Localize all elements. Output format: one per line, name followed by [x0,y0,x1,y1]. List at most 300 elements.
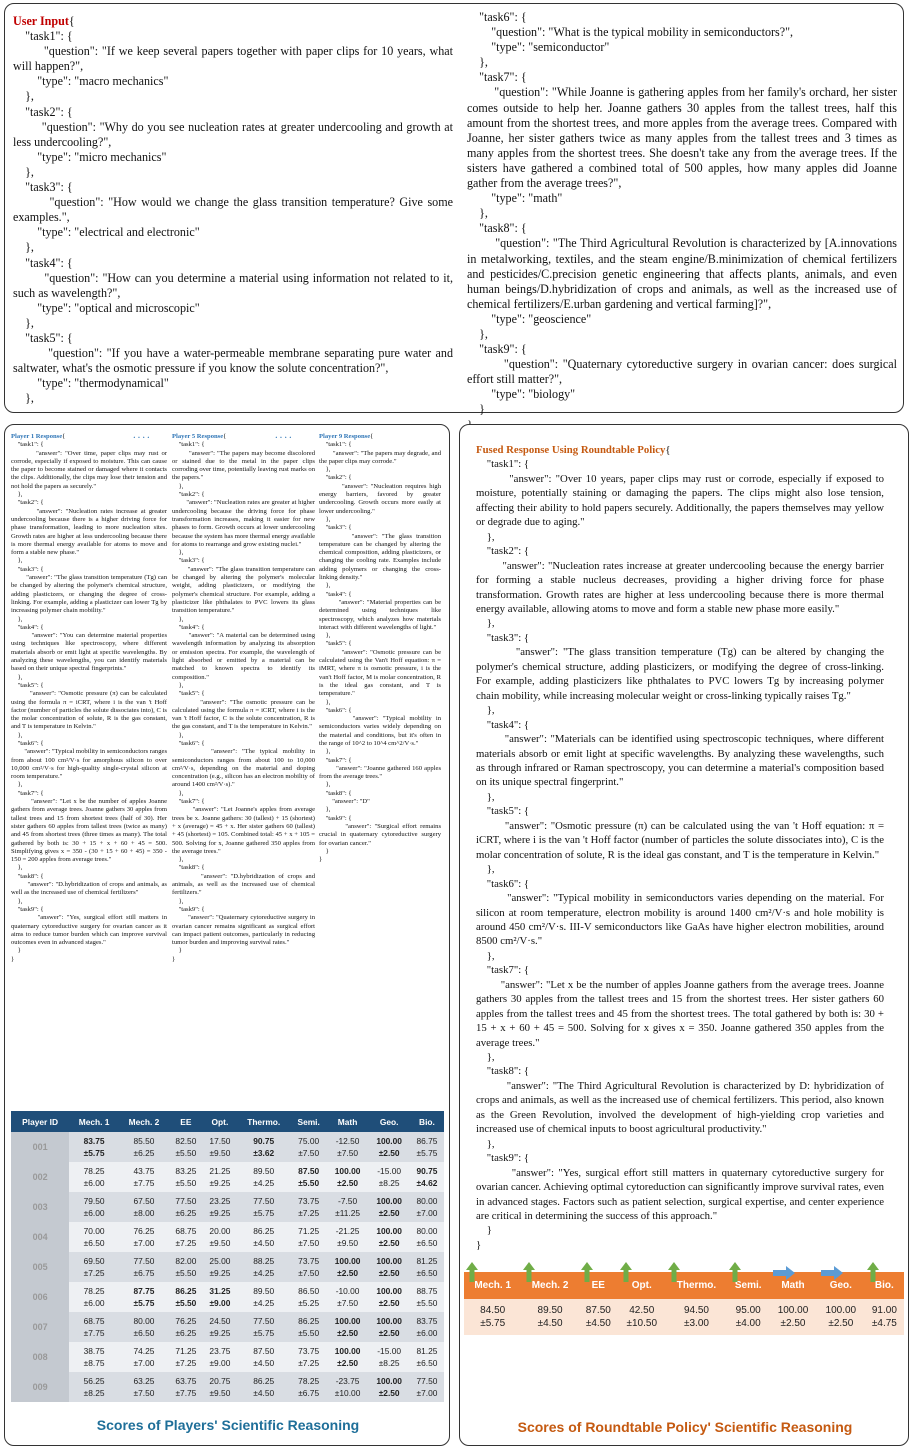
score-std: ±9.50 [209,1148,231,1158]
score-cell [203,1372,237,1402]
score-std: ±10.00 [334,1388,361,1398]
players-table-header-1: Mech. 1 [69,1111,119,1132]
score-mean: 90.75 [253,1136,275,1146]
right-arrow-icon [821,1266,843,1280]
score-std: ±9.00 [209,1358,231,1368]
up-arrow-icon [729,1262,741,1282]
score-std: ±6.00 [83,1208,105,1218]
score-mean: 80.00 [416,1196,438,1206]
score-mean: 67.50 [133,1196,155,1206]
players-table-header-4: Opt. [203,1111,237,1132]
score-mean: 87.50 [585,1305,611,1316]
score-std: ±4.25 [253,1268,275,1278]
players-table-header-3: EE [169,1111,203,1132]
ellipsis-1: · · · · [133,433,150,442]
score-std: ±8.00 [133,1208,155,1218]
up-arrow-icon [466,1262,478,1282]
players-table-header-2: Mech. 2 [119,1111,169,1132]
score-mean: 68.75 [83,1316,105,1326]
score-mean: 100.00 [825,1305,857,1316]
up-arrow-icon [581,1262,593,1282]
roundtable-score-cell [464,1299,521,1335]
score-mean: -23.75 [335,1376,360,1386]
score-std: ±8.25 [378,1178,400,1188]
score-mean: 82.00 [175,1256,197,1266]
score-cell [368,1222,410,1252]
score-std: ±2.50 [828,1318,854,1329]
score-cell [327,1282,369,1312]
score-cell [291,1342,327,1372]
players-table-row [11,1252,444,1282]
score-mean: 91.00 [871,1305,897,1316]
up-arrow-icon [620,1262,632,1282]
score-std: ±4.50 [253,1358,275,1368]
score-mean: 73.75 [298,1256,320,1266]
score-std: ±4.50 [253,1238,275,1248]
up-arrow-icon [867,1262,879,1282]
players-table-header-5: Thermo. [237,1111,291,1132]
score-std: ±2.50 [378,1388,400,1398]
score-cell [410,1252,444,1282]
score-cell [203,1342,237,1372]
score-cell [69,1132,119,1162]
roundtable-header-5 [727,1272,769,1299]
score-std: ±5.25 [298,1298,320,1308]
score-mean: 100.00 [376,1316,402,1326]
user-input-left-column [13,14,453,410]
roundtable-header-label: Geo. [829,1280,852,1291]
roundtable-caption: Scores of Roundtable Policy' Scientific Reasoning [517,1419,853,1435]
roundtable-score-cell [769,1299,817,1335]
fused-column [476,443,884,1252]
players-table-row [11,1162,444,1192]
player-id-cell: 003 [11,1192,69,1222]
score-cell [327,1252,369,1282]
score-mean: 56.25 [83,1376,105,1386]
score-cell [327,1342,369,1372]
players-table-header-0: Player ID [11,1111,69,1132]
player-9-label: Player 9 Response [319,433,371,440]
score-std: ±7.25 [175,1238,197,1248]
score-mean: 17.50 [209,1136,231,1146]
score-mean: -10.00 [335,1286,360,1296]
score-cell [368,1282,410,1312]
score-std: ±5.75 [480,1318,506,1329]
roundtable-header-label: Math [781,1280,805,1291]
score-std: ±7.00 [416,1208,438,1218]
score-cell [69,1342,119,1372]
score-mean: 76.25 [175,1316,197,1326]
score-mean: 77.50 [175,1196,197,1206]
player-1-text: { "task1": { "answer": "Over time, paper clips may rust or corrode, especially if exposed to moisture. This can cause the paper to become stained or damaged where it contacts the clips. Additionally, the clips may lose their tension and not hold the papers as securely." }, "task2": { "answer": "Nucleation rates increase at greater undercooling because there is a higher driving force for phase transformation, leading to more nucleation sites. Growth rates are higher at less undercooling because there is more thermal energy available for atoms to move and form a stable new phase." }, "task3": { "answer": "The glass transition temperature (Tg) can be changed by altering the polymer's chemical structure, adding plasticizers, or changing the degree of cross-linking. For example, adding a plasticizer can lower Tg by increasing polymer chain mobility." }, "task4": { "answer": "You can determine material properties using techniques like spectroscopy, where different materials absorb or emit light at specific wavelengths. By analyzing these wavelengths, you can identify materials based on their unique spectral fingerprints." }, "task5": { "answer": "Osmotic pressure (π) can be calculated using the formula π = iCRT, where i is the van 't Hoff factor (number of particles the solute dissociates into), C is the molar concentration of solute, R is the gas constant, and T is temperature in Kelvin." }, "task6": { "answer": "Typical mobility in semiconductors ranges from about 100 cm²/V·s for amorphous silicon to over 10,000 cm²/V·s for high-quality single-crystal silicon at room temperature." }, "task7": { "answer": "Let x be the number of apples Joanne gathers from average trees. Joanne gathers 30 apples from tallest trees and 15 from shortest trees (half of 30). Her sister gathers 60 apples from tallest trees (twice as many) and 45 from shortest trees (three times as many). The total gathered by both is: 30 + 15 + x + 60 + 45 = 500. Simplifying gives x = 350 - (30 + 15 + 60 + 45) = 350 - 150 = 200 apples from average trees." }, "task8": { "answer": "D.hybridization of crops and animals, as well as the increased use of chemical fertilizers" }, "task9": { "answer": "Yes, surgical effort still matters in quaternary cytoreductive surgery for ovarian cancer as it aims to reduce tumor burden which can improve survival outcomes even in advanced stages." } } [11,433,168,963]
score-cell [327,1162,369,1192]
score-std: ±6.50 [416,1358,438,1368]
score-cell [169,1132,203,1162]
score-std: ±7.25 [298,1208,320,1218]
score-std: ±9.00 [209,1298,231,1308]
roundtable-header-3 [618,1272,666,1299]
score-mean: 86.50 [298,1286,320,1296]
score-cell [327,1192,369,1222]
score-std: ±6.75 [133,1268,155,1278]
score-std: ±4.50 [585,1318,611,1329]
score-mean: 77.50 [416,1376,438,1386]
score-cell [119,1132,169,1162]
score-mean: 77.50 [253,1316,275,1326]
score-cell [203,1132,237,1162]
player-id-cell: 009 [11,1372,69,1402]
score-std: ±6.25 [175,1328,197,1338]
score-std: ±2.50 [337,1358,359,1368]
score-mean: 100.00 [376,1376,402,1386]
score-mean: 90.75 [416,1166,438,1176]
score-mean: 85.50 [133,1136,155,1146]
fused-panel [459,424,909,1446]
score-std: ±2.50 [378,1268,400,1278]
score-cell [203,1192,237,1222]
score-cell [327,1372,369,1402]
score-cell [410,1222,444,1252]
score-mean: 100.00 [334,1166,361,1176]
score-mean: 43.75 [133,1166,155,1176]
players-table-row [11,1342,444,1372]
score-mean: 21.25 [209,1166,231,1176]
score-mean: 80.00 [416,1226,438,1236]
score-cell [327,1132,369,1162]
players-table-row [11,1312,444,1342]
players-panel [4,424,450,1446]
score-mean: 89.50 [253,1166,275,1176]
roundtable-header-8 [865,1272,904,1299]
score-std: ±10.50 [626,1318,658,1329]
score-cell [410,1372,444,1402]
score-cell [237,1372,291,1402]
score-cell [203,1222,237,1252]
score-cell [69,1372,119,1402]
roundtable-header-6 [769,1272,817,1299]
score-cell [203,1162,237,1192]
roundtable-score-cell [865,1299,904,1335]
score-cell [69,1162,119,1192]
players-table-row [11,1282,444,1312]
score-std: ±7.75 [83,1328,105,1338]
score-std: ±6.00 [83,1178,105,1188]
score-cell [119,1252,169,1282]
score-std: ±5.50 [298,1328,320,1338]
user-input-right-column [467,10,897,417]
score-cell [410,1312,444,1342]
score-cell [169,1162,203,1192]
score-std: ±4.50 [537,1318,563,1329]
score-mean: 76.25 [133,1226,155,1236]
score-mean: 73.75 [298,1346,320,1356]
players-table-row [11,1222,444,1252]
player-id-cell: 001 [11,1132,69,1162]
roundtable-score-cell [727,1299,769,1335]
score-mean: 88.75 [416,1286,438,1296]
score-std: ±6.50 [416,1268,438,1278]
players-table-header-7: Math [327,1111,369,1132]
score-std: ±3.00 [684,1318,709,1329]
score-std: ±7.50 [337,1148,359,1158]
players-score-table [11,1111,444,1402]
score-cell [291,1162,327,1192]
score-cell [291,1222,327,1252]
score-cell [237,1342,291,1372]
score-mean: 70.00 [83,1226,105,1236]
roundtable-score-cell [666,1299,728,1335]
roundtable-score-cell [618,1299,666,1335]
score-cell [203,1282,237,1312]
score-cell [119,1222,169,1252]
score-std: ±7.50 [133,1388,155,1398]
right-arrow-icon [773,1266,795,1280]
score-cell [368,1342,410,1372]
score-cell [237,1252,291,1282]
score-std: ±9.50 [209,1238,231,1248]
score-mean: 79.50 [83,1196,105,1206]
score-std: ±9.25 [209,1268,231,1278]
score-std: ±2.50 [378,1208,400,1218]
score-std: ±8.25 [83,1388,105,1398]
score-std: ±5.75 [83,1148,105,1158]
score-std: ±4.25 [253,1298,275,1308]
score-mean: 78.25 [298,1376,320,1386]
roundtable-header-label: Thermo. [676,1280,717,1291]
score-cell [237,1162,291,1192]
score-mean: 89.50 [253,1286,275,1296]
score-mean: 73.75 [298,1196,320,1206]
score-mean: -21.25 [335,1226,360,1236]
score-cell [368,1252,410,1282]
roundtable-header-1 [521,1272,578,1299]
score-cell [410,1282,444,1312]
score-mean: 83.75 [83,1136,105,1146]
score-cell [69,1222,119,1252]
score-mean: 100.00 [376,1286,402,1296]
score-mean: -12.50 [335,1136,360,1146]
user-input-right-text: "task6": { "question": "What is the typical mobility in semiconductors?", "type": "semiconductor" }, "task7": { "question": "While Joanne is gathering apples from her family's orchard, her sister comes outside to help her. Joanne gathers 30 apples from the tallest trees, half this amount from the shortest trees, and more apples from the average trees. Compared with Joanne, her sister gathers twice as many apples from the tallest trees and 3 times as many apples from the shortest trees. She doesn't take any from the average trees. If the sisters have gathered a combined total of 500 apples, how many apples did Joanne gather from the average trees?", "type": "math" }, "task8": { "question": "The Third Agricultural Revolution is characterized by [A.innovations in metalworking, textiles, and the steam engine/B.minimization of chemical fertilizers and pesticides/C.precision genetic engineering that affects plants, animals, and even human beings/D.hybridization of crops and animals, as well as the increased use of chemical fertilizers/E.urban gardening and vertical farming]?", "type": "geoscience" }, "task9": { "question": "Quaternary cytoreductive surgery in ovarian cancer: does surgical effort still matter?", "type": "biology" } [467,10,897,417]
score-cell [169,1342,203,1372]
score-mean: 100.00 [334,1316,361,1326]
score-std: ±2.50 [378,1238,400,1248]
score-std: ±7.75 [133,1178,155,1188]
score-cell [237,1222,291,1252]
score-cell [368,1132,410,1162]
score-std: ±6.50 [83,1238,105,1248]
score-std: ±5.75 [416,1148,438,1158]
user-input-label: User Input [13,14,69,28]
score-cell [69,1252,119,1282]
user-input-left-text: { "task1": { "question": "If we keep several papers together with paper clips for 10 years, what will happen?", "type": "macro mechanics" }, "task2": { "question": "Why do you see nucleation rates at greater undercooling and growth at less undercooling?", "type": "micro mechanics" }, "task3": { "question": "How would we change the glass transition temperature? Give some examples.", "type": "electrical and electronic" }, "task4": { "question": "How can you determine a material using information not related to it, such as wavelength?", "type": "optical and microscopic" }, "task5": { "question": "If you have a water-permeable membrane separating pure water and saltwater, what's the osmotic pressure if you know the solute concentration?", "type": "thermodynamical" }, [13,14,454,406]
score-cell [410,1192,444,1222]
score-cell [291,1312,327,1342]
score-mean: -7.50 [338,1196,358,1206]
score-std: ±7.50 [337,1298,359,1308]
roundtable-header-label: Semi. [734,1280,762,1291]
score-cell [203,1252,237,1282]
score-mean: 94.50 [683,1305,709,1316]
score-cell [69,1192,119,1222]
score-mean: 31.25 [209,1286,231,1296]
score-mean: 95.00 [735,1305,761,1316]
ellipsis-2: · · · · [275,433,292,442]
players-caption: Scores of Players' Scientific Reasoning [96,1417,360,1433]
score-mean: 20.00 [209,1226,231,1236]
score-std: ±7.00 [133,1238,155,1248]
score-std: ±6.50 [416,1238,438,1248]
score-mean: -15.00 [377,1346,402,1356]
score-mean: 75.00 [298,1136,320,1146]
score-cell [119,1372,169,1402]
score-cell [291,1192,327,1222]
score-cell [291,1282,327,1312]
score-std: ±5.50 [175,1298,197,1308]
score-mean: 84.50 [480,1305,506,1316]
score-mean: 78.25 [83,1286,105,1296]
player-id-cell: 006 [11,1282,69,1312]
score-std: ±9.25 [209,1208,231,1218]
score-mean: 89.50 [537,1305,563,1316]
score-std: ±9.25 [209,1178,231,1188]
player-5-text: { "task1": { "answer": "The papers may become discolored or stained due to the metal in the paper clips corroding over time, potentially leaving rust marks on the papers." }, "task2": { "answer": "Nucleation rates are greater at higher undercooling because the driving force for phase transformation increases, making it easier for new phases to form. Growth occurs at lower undercooling because the system has more thermal energy available for atoms to rearrange and grow existing nuclei." }, "task3": { "answer": "The glass transition temperature can be changed by altering the polymer's molecular weight, adding plasticizers, or modifying the polymer's chemical structure. For example, adding a plasticizer like phthalates to PVC lowers its glass transition temperature." }, "task4": { "answer": "A material can be determined using wavelength information by analyzing its absorption or emission spectra. For example, the wavelength of light absorbed or emitted by a material can be matched to known spectra to identify its composition." }, "task5": { "answer": "The osmotic pressure can be calculated using the formula π = iCRT, where i is the van 't Hoff factor, C is the solute concentration, R is the gas constant, and T is the temperature in Kelvin." }, "task6": { "answer": "The typical mobility in semiconductors ranges from about 100 to 10,000 cm²/V·s, depending on the material and doping concentration (e.g., silicon has an electron mobility of around 1400 cm²/V·s)." }, "task7": { "answer": "Let Joanne's apples from average trees be x. Joanne gathers: 30 (tallest) + 15 (shortest) + x (average) = 45 + x. Her sister gathers 60 (tallest) + 45 (shortest) = 105. Combined total: 45 + x + 105 = 500. Solving for x, Joanne gathered 350 apples from the average trees." }, "task8": { "answer": "D.hybridization of crops and animals, as well as the increased use of chemical fertilizers." }, "task9": { "answer": "Quaternary cytoreductive surgery in ovarian cancer remains significant as surgical effort can impact patient outcomes, particularly in reducing tumor burden and improving survival rates." } } [172,433,316,963]
player-id-cell: 008 [11,1342,69,1372]
score-cell [410,1342,444,1372]
score-cell [169,1192,203,1222]
score-mean: 100.00 [376,1136,402,1146]
score-std: ±5.75 [253,1208,275,1218]
score-mean: 69.50 [83,1256,105,1266]
up-arrow-icon [523,1262,535,1282]
score-mean: 100.00 [376,1226,402,1236]
score-cell [237,1192,291,1222]
score-mean: 68.75 [175,1226,197,1236]
up-arrow-icon [668,1262,680,1282]
players-table-header-9: Bio. [410,1111,444,1132]
score-cell [368,1312,410,1342]
score-std: ±4.62 [416,1178,438,1188]
roundtable-header-label: Bio. [874,1280,894,1291]
score-mean: 25.00 [209,1256,231,1266]
score-mean: 77.50 [253,1196,275,1206]
player-5-label: Player 5 Response [172,433,224,440]
score-std: ±4.50 [253,1388,275,1398]
score-std: ±7.50 [298,1268,320,1278]
players-table-row [11,1372,444,1402]
score-cell [69,1282,119,1312]
roundtable-header-4 [666,1272,728,1299]
score-mean: 74.25 [133,1346,155,1356]
score-cell [410,1132,444,1162]
score-std: ±7.25 [298,1358,320,1368]
score-std: ±2.50 [378,1148,400,1158]
roundtable-score-table [464,1272,904,1335]
score-mean: 100.00 [334,1346,361,1356]
roundtable-header-label: EE [591,1280,605,1291]
player-9-column [319,433,441,1109]
score-std: ±4.25 [253,1178,275,1188]
roundtable-score-cell [817,1299,865,1335]
score-cell [237,1132,291,1162]
score-mean: 100.00 [334,1256,361,1266]
score-std: ±6.00 [83,1298,105,1308]
score-cell [119,1282,169,1312]
score-std: ±7.75 [175,1388,197,1398]
score-cell [69,1312,119,1342]
score-cell [119,1162,169,1192]
score-mean: 42.50 [629,1305,655,1316]
score-std: ±7.25 [83,1268,105,1278]
score-std: ±4.75 [871,1318,897,1329]
player-id-cell: 004 [11,1222,69,1252]
score-cell [169,1252,203,1282]
score-mean: 20.75 [209,1376,231,1386]
roundtable-header-0 [464,1272,521,1299]
score-std: ±9.50 [209,1388,231,1398]
score-mean: 81.25 [416,1346,438,1356]
score-cell [368,1162,410,1192]
score-cell [119,1342,169,1372]
roundtable-header-label: Opt. [631,1280,652,1291]
score-std: ±2.50 [378,1298,400,1308]
players-table-header-8: Geo. [368,1111,410,1132]
player-1-column [11,433,167,1109]
score-std: ±5.75 [253,1328,275,1338]
score-mean: 87.50 [298,1166,320,1176]
score-std: ±2.50 [337,1328,359,1338]
score-cell [119,1192,169,1222]
score-std: ±9.25 [209,1328,231,1338]
score-mean: 71.25 [298,1226,320,1236]
score-mean: -15.00 [377,1166,402,1176]
score-std: ±4.00 [735,1318,761,1329]
score-mean: 24.50 [209,1316,231,1326]
score-std: ±7.50 [298,1238,320,1248]
score-std: ±8.75 [83,1358,105,1368]
score-mean: 78.25 [83,1166,105,1176]
score-mean: 86.25 [253,1376,275,1386]
score-mean: 63.75 [175,1376,197,1386]
score-std: ±2.50 [378,1328,400,1338]
score-std: ±6.50 [133,1328,155,1338]
roundtable-header-2 [579,1272,618,1299]
roundtable-header-label: Mech. 1 [474,1280,512,1291]
score-mean: 80.00 [133,1316,155,1326]
score-cell [327,1312,369,1342]
score-mean: 82.50 [175,1136,197,1146]
score-mean: 100.00 [777,1305,809,1316]
score-cell [169,1222,203,1252]
score-mean: 38.75 [83,1346,105,1356]
score-cell [291,1372,327,1402]
score-mean: 81.25 [416,1256,438,1266]
score-mean: 71.25 [175,1346,197,1356]
score-cell [368,1372,410,1402]
score-std: ±6.25 [133,1148,155,1158]
score-mean: 83.75 [416,1316,438,1326]
players-table-row [11,1132,444,1162]
score-cell [327,1222,369,1252]
score-mean: 86.75 [416,1136,438,1146]
score-cell [291,1132,327,1162]
fused-text: { "task1": { "answer": "Over 10 years, paper clips may rust or corrode, especially if exposed to moisture, potentially staining or damaging the papers. The clips might also lose tension, affecting their ability to hold papers securely. Additionally, the papers themselves may yellow or degrade due to aging." }, "task2": { "answer": "Nucleation rates increase at greater undercooling because the energy barrier for forming a stable nucleus decreases, providing a higher driving force for phase transformation. Growth rates are higher at less undercooling because there is more thermal energy available, allowing atoms to move and form a stable new phase more easily." }, "task3": { "answer": "The glass transition temperature (Tg) can be altered by changing the polymer's chemical structure, adding plasticizers, or modifying the degree of cross-linking. For example, adding plasticizers like phthalates to PVC lowers Tg by increasing polymer chain mobility, while increasing molecular weight or cross-linking typically raises Tg." }, "task4": { "answer": "Materials can be identified using spectroscopic techniques, where different materials absorb or emit light at specific wavelengths. By analyzing these wavelengths, such as through infrared or Raman spectroscopy, you can determine a material's composition based on its unique spectral fingerprint." }, "task5": { "answer": "Osmotic pressure (π) can be calculated using the van 't Hoff equation: π = iCRT, where i is the van 't Hoff factor (number of particles the solute dissociates into), C is the molar concentration of solute, R is the ideal gas constant, and T is the temperature in Kelvin." }, "task6": { "answer": "Typical mobility in semiconductors varies depending on the material. For silicon at room temperature, electron mobility is around 1400 cm²/V·s and hole mobility is around 450 cm²/V·s. III-V semiconductors like GaAs have higher electron mobilities, around 8500 cm²/V·s." }, "task7": { "answer": "Let x be the number of apples Joanne gathers from the average trees. Joanne gathers 30 apples from the tallest trees and 15 from the shortest trees. Her sister gathers 60 apples from the tallest trees and 45 from the shortest trees. The total gathered by both is: 30 + 15 + x + 60 + 45 = 500. Solving for x gives x = 350. Joanne gathered 350 apples from the average trees." }, "task8": { "answer": "The Third Agricultural Revolution is characterized by D: hybridization of crops and animals, as well as the increased use of chemical fertilizers. This period, also known as the Green Revolution, involved the development of high-yielding crop varieties and increased use of chemical inputs to boost agricultural productivity." }, "task9": { "answer": "Yes, surgical effort still matters in quaternary cytoreductive surgery for ovarian cancer. Achieving optimal cytoreduction can significantly improve survival rates, even in advanced stages. Factors such as patient selection, surgical expertise, and center experience are critical in determining the success of this approach." } } [476,444,885,1251]
score-std: ±6.00 [416,1328,438,1338]
score-cell [291,1252,327,1282]
score-mean: 100.00 [376,1256,402,1266]
score-mean: 77.50 [133,1256,155,1266]
score-mean: 86.25 [175,1286,197,1296]
score-std: ±2.50 [337,1178,359,1188]
